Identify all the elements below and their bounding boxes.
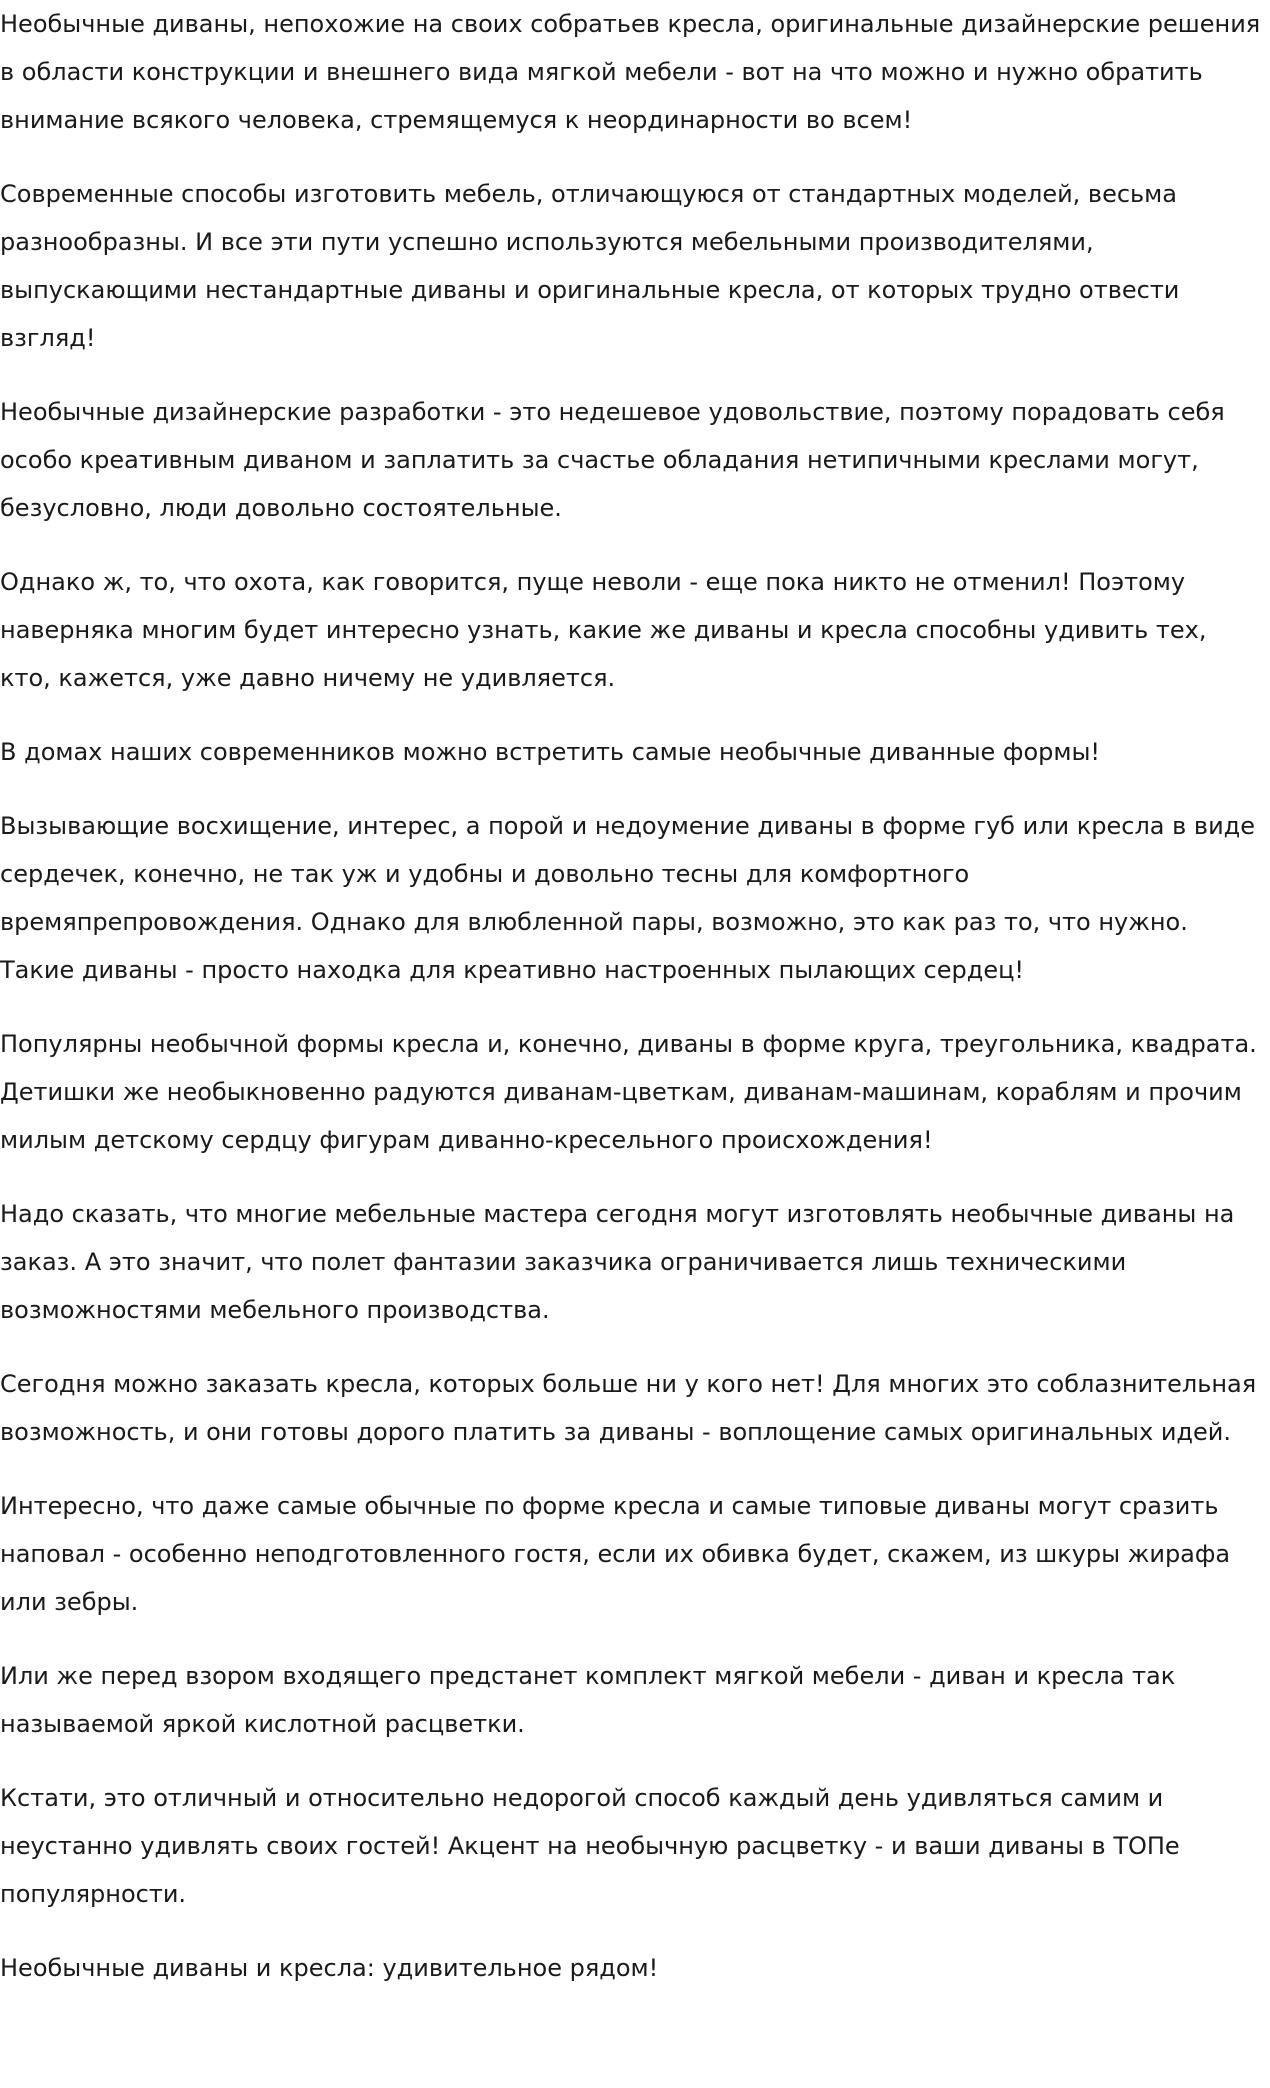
paragraph-10: Интересно, что даже самые обычные по форме кресла и самые типовые диваны могут сразить наповал - особенно неподготовленного гостя, если их обивка будет, скажем, из шкуры жирафа или зебры.: [0, 1492, 1231, 1616]
paragraph-2: Современные способы изготовить мебель, отличающуюся от стандартных моделей, весьма разнообразны. И все эти пути успешно используются мебельными производителями, выпускающими нестандартные диваны и оригинальные кресла, от которых трудно отвести взгляд!: [0, 180, 1180, 352]
paragraph-13: Необычные диваны и кресла: удивительное рядом!: [0, 1954, 659, 1982]
paragraph-7: Популярны необычной формы кресла и, конечно, диваны в форме круга, треугольника, квадрата. Детишки же необыкновенно радуются диванам-цветкам, диванам-машинам, кораблям и прочим милым детскому сердцу фигурам диванно-кресельного происхождения!: [0, 1030, 1257, 1154]
paragraph-12: Кстати, это отличный и относительно недорогой способ каждый день удивляться самим и неустанно удивлять своих гостей! Акцент на необычную расцветку - и ваши диваны в ТОПе популярности.: [0, 1784, 1180, 1908]
paragraph-5: В домах наших современников можно встретить самые необычные диванные формы!: [0, 738, 1101, 766]
paragraph-4: Однако ж, то, что охота, как говорится, пуще неволи - еще пока никто не отменил! Поэтому наверняка многим будет интересно узнать, какие же диваны и кресла способны удивить тех, кто, кажется, уже давно ничему не удивляется.: [0, 568, 1207, 692]
paragraph-9: Сегодня можно заказать кресла, которых больше ни у кого нет! Для многих это соблазнительная возможность, и они готовы дорого платить за диваны - воплощение самых оригинальных идей.: [0, 1370, 1257, 1446]
paragraph-3: Необычные дизайнерские разработки - это недешевое удовольствие, поэтому порадовать себя особо креативным диваном и заплатить за счастье обладания нетипичными креслами могут, безусловно, люди довольно состоятельные.: [0, 398, 1225, 522]
paragraph-1: Необычные диваны, непохожие на своих собратьев кресла, оригинальные дизайнерские решения в области конструкции и внешнего вида мягкой мебели - вот на что можно и нужно обратить внимание всякого человека, стремящемуся к неординарности во всем!: [0, 10, 1261, 134]
paragraph-6: Вызывающие восхищение, интерес, а порой и недоумение диваны в форме губ или кресла в виде сердечек, конечно, не так уж и удобны и довольно тесны для комфортного времяпрепровождения. Однако для влюбленной пары, возможно, это как раз то, что нужно. Такие диваны - просто находка для креативно настроенных пылающих сердец!: [0, 812, 1256, 984]
paragraph-11: Или же перед взором входящего предстанет комплект мягкой мебели - диван и кресла так называемой яркой кислотной расцветки.: [0, 1662, 1176, 1738]
paragraph-8: Надо сказать, что многие мебельные мастера сегодня могут изготовлять необычные диваны на заказ. А это значит, что полет фантазии заказчика ограничивается лишь техническими возможностями мебельного производства.: [0, 1200, 1235, 1324]
